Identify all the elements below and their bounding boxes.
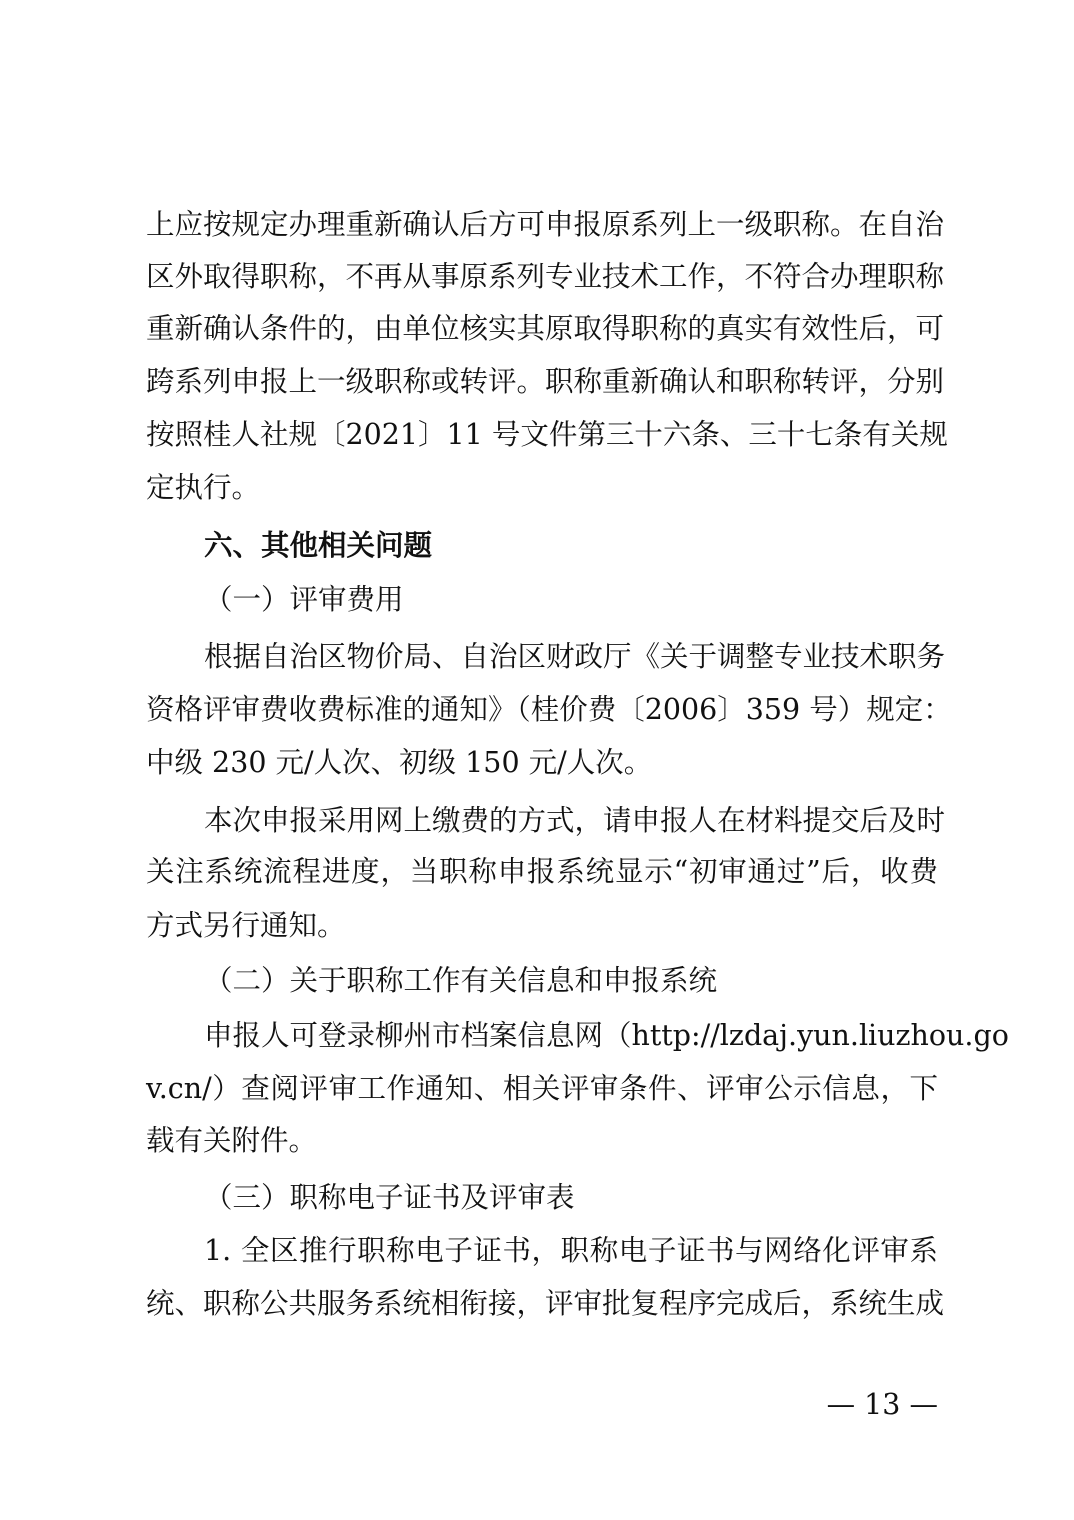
page-number: — 13 — [826, 1388, 938, 1421]
paragraph-line: 跨系列申报上一级职称或转评。职称重新确认和职称转评，分别 [146, 365, 945, 398]
paragraph-line: 关注系统流程进度，当职称申报系统显示“初审通过”后，收费 [146, 855, 938, 888]
paragraph-line: v.cn/）查阅评审工作通知、相关评审条件、评审公示信息，下 [146, 1072, 938, 1105]
paragraph-line: 上应按规定办理重新确认后方可申报原系列上一级职称。在自治 [146, 208, 945, 241]
paragraph-line: 按照桂人社规〔2021〕11 号文件第三十六条、三十七条有关规 [146, 418, 948, 451]
subsection-heading: （一）评审费用 [204, 583, 404, 616]
paragraph-line: 根据自治区物价局、自治区财政厅《关于调整专业技术职务 [204, 640, 946, 673]
paragraph-line: 中级 230 元/人次、初级 150 元/人次。 [146, 746, 653, 779]
subsection-heading: （二）关于职称工作有关信息和申报系统 [204, 964, 718, 997]
section-heading: 六、其他相关问题 [204, 529, 433, 562]
paragraph-line: 方式另行通知。 [146, 909, 346, 942]
paragraph-line: 区外取得职称，不再从事原系列专业技术工作，不符合办理职称 [146, 260, 945, 293]
paragraph-line: 资格评审费收费标准的通知》（桂价费〔2006〕359 号）规定： [146, 693, 952, 726]
paragraph-line: 定执行。 [146, 471, 261, 504]
paragraph-line: 统、职称公共服务系统相衔接，评审批复程序完成后，系统生成 [146, 1287, 945, 1320]
subsection-heading: （三）职称电子证书及评审表 [204, 1181, 575, 1214]
paragraph-line: 载有关附件。 [146, 1124, 318, 1157]
paragraph-line: 重新确认条件的，由单位核实其原取得职称的真实有效性后，可 [146, 312, 945, 345]
paragraph-line: 申报人可登录柳州市档案信息网（http://lzdaj.yun.liuzhou.go [204, 1019, 1009, 1052]
paragraph-line: 本次申报采用网上缴费的方式，请申报人在材料提交后及时 [204, 804, 946, 837]
paragraph-line: 1. 全区推行职称电子证书，职称电子证书与网络化评审系 [204, 1234, 938, 1267]
